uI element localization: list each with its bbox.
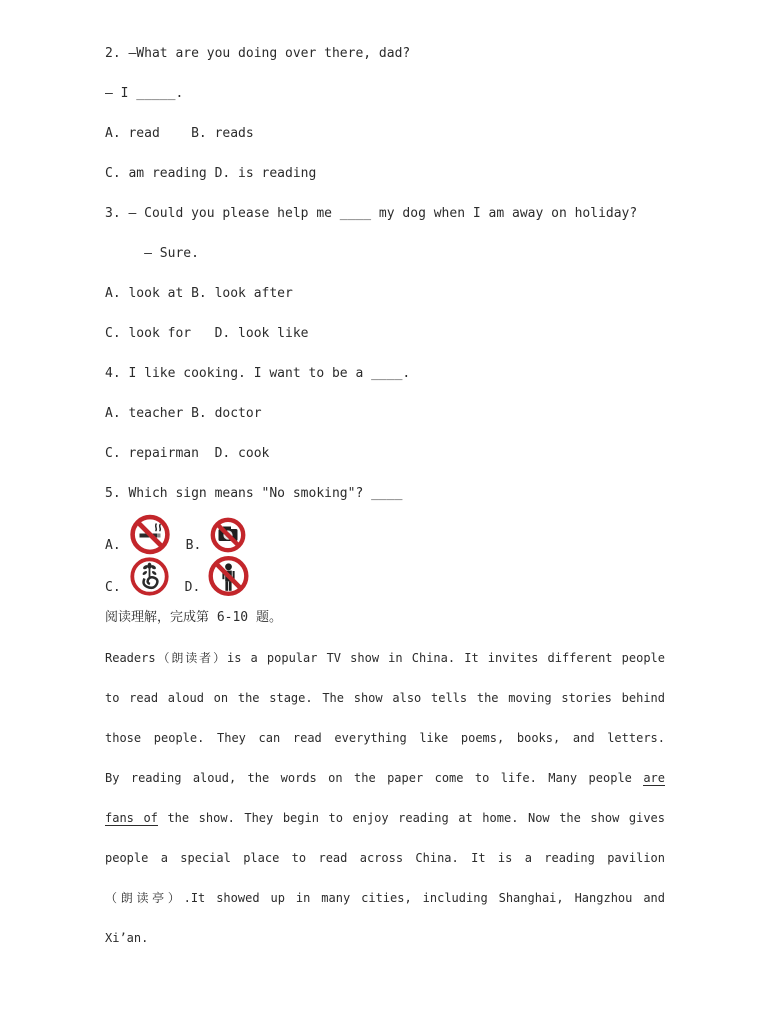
no-photography-sign-icon (207, 517, 249, 553)
passage-line-3: those people. They can read everything like poems, books, and letters. (105, 731, 665, 745)
reading-section-heading: 阅读理解，完成第 6-10 题。 (105, 610, 282, 625)
passage-line-5-text: the show. They begin to enjoy reading at home. Now the show gives (157, 811, 665, 825)
passage-line-4 (105, 758, 665, 798)
passage-line-6: people a special place to read across China. It is a reading pavilion (105, 851, 665, 865)
question-2-options-ab: A. read B. reads (105, 126, 254, 141)
question-2-prompt: 2. —What are you doing over there, dad? (105, 46, 411, 61)
question-4-options-cd: C. repairman D. cook (105, 446, 270, 461)
passage-line-2: to read aloud on the stage. The show also tells the moving stories behind (105, 691, 665, 705)
question-3-reply-line: — Sure. (105, 246, 199, 261)
passage-underlined-phrase-are: are (643, 771, 665, 785)
question-2-options-cd: C. am reading D. is reading (105, 166, 317, 181)
question-4-prompt: 4. I like cooking. I want to be a ____. (105, 366, 411, 381)
passage-line-1: Readers（朗读者）is a popular TV show in China. It invites different people (105, 651, 665, 665)
option-a-label: A. (105, 538, 121, 553)
question-3-options-ab: A. look at B. look after (105, 286, 293, 301)
no-smoking-sign-icon (127, 514, 173, 555)
question-2-answer-blank-line: — I _____. (105, 86, 184, 101)
question-4-options-ab: A. teacher B. doctor (105, 406, 262, 421)
passage-line-4-text: By reading aloud, the words on the paper come to life. Many people (105, 771, 644, 785)
passage-underlined-phrase-fans-of: fans of (105, 811, 158, 825)
question-5-prompt: 5. Which sign means "No smoking"? ____ (105, 486, 403, 501)
no-pedestrians-sign-icon (206, 555, 251, 597)
question-3-prompt: 3. — Could you please help me ____ my dog when I am away on holiday? (105, 206, 638, 221)
no-picking-flowers-sign-icon (127, 556, 172, 597)
question-3-options-cd: C. look for D. look like (105, 326, 309, 341)
passage-line-8: Xi’an. (105, 931, 149, 945)
passage-line-7: （朗读亭）.It showed up in many cities, including Shanghai, Hangzhou and (105, 891, 665, 905)
option-d-label: D. (184, 580, 201, 595)
question-5-options-row-cd (105, 556, 665, 598)
option-b-label: B. (185, 538, 202, 553)
question-5-options-row-ab (105, 514, 665, 556)
passage-line-5 (105, 798, 665, 838)
option-c-label: C. (105, 580, 121, 595)
